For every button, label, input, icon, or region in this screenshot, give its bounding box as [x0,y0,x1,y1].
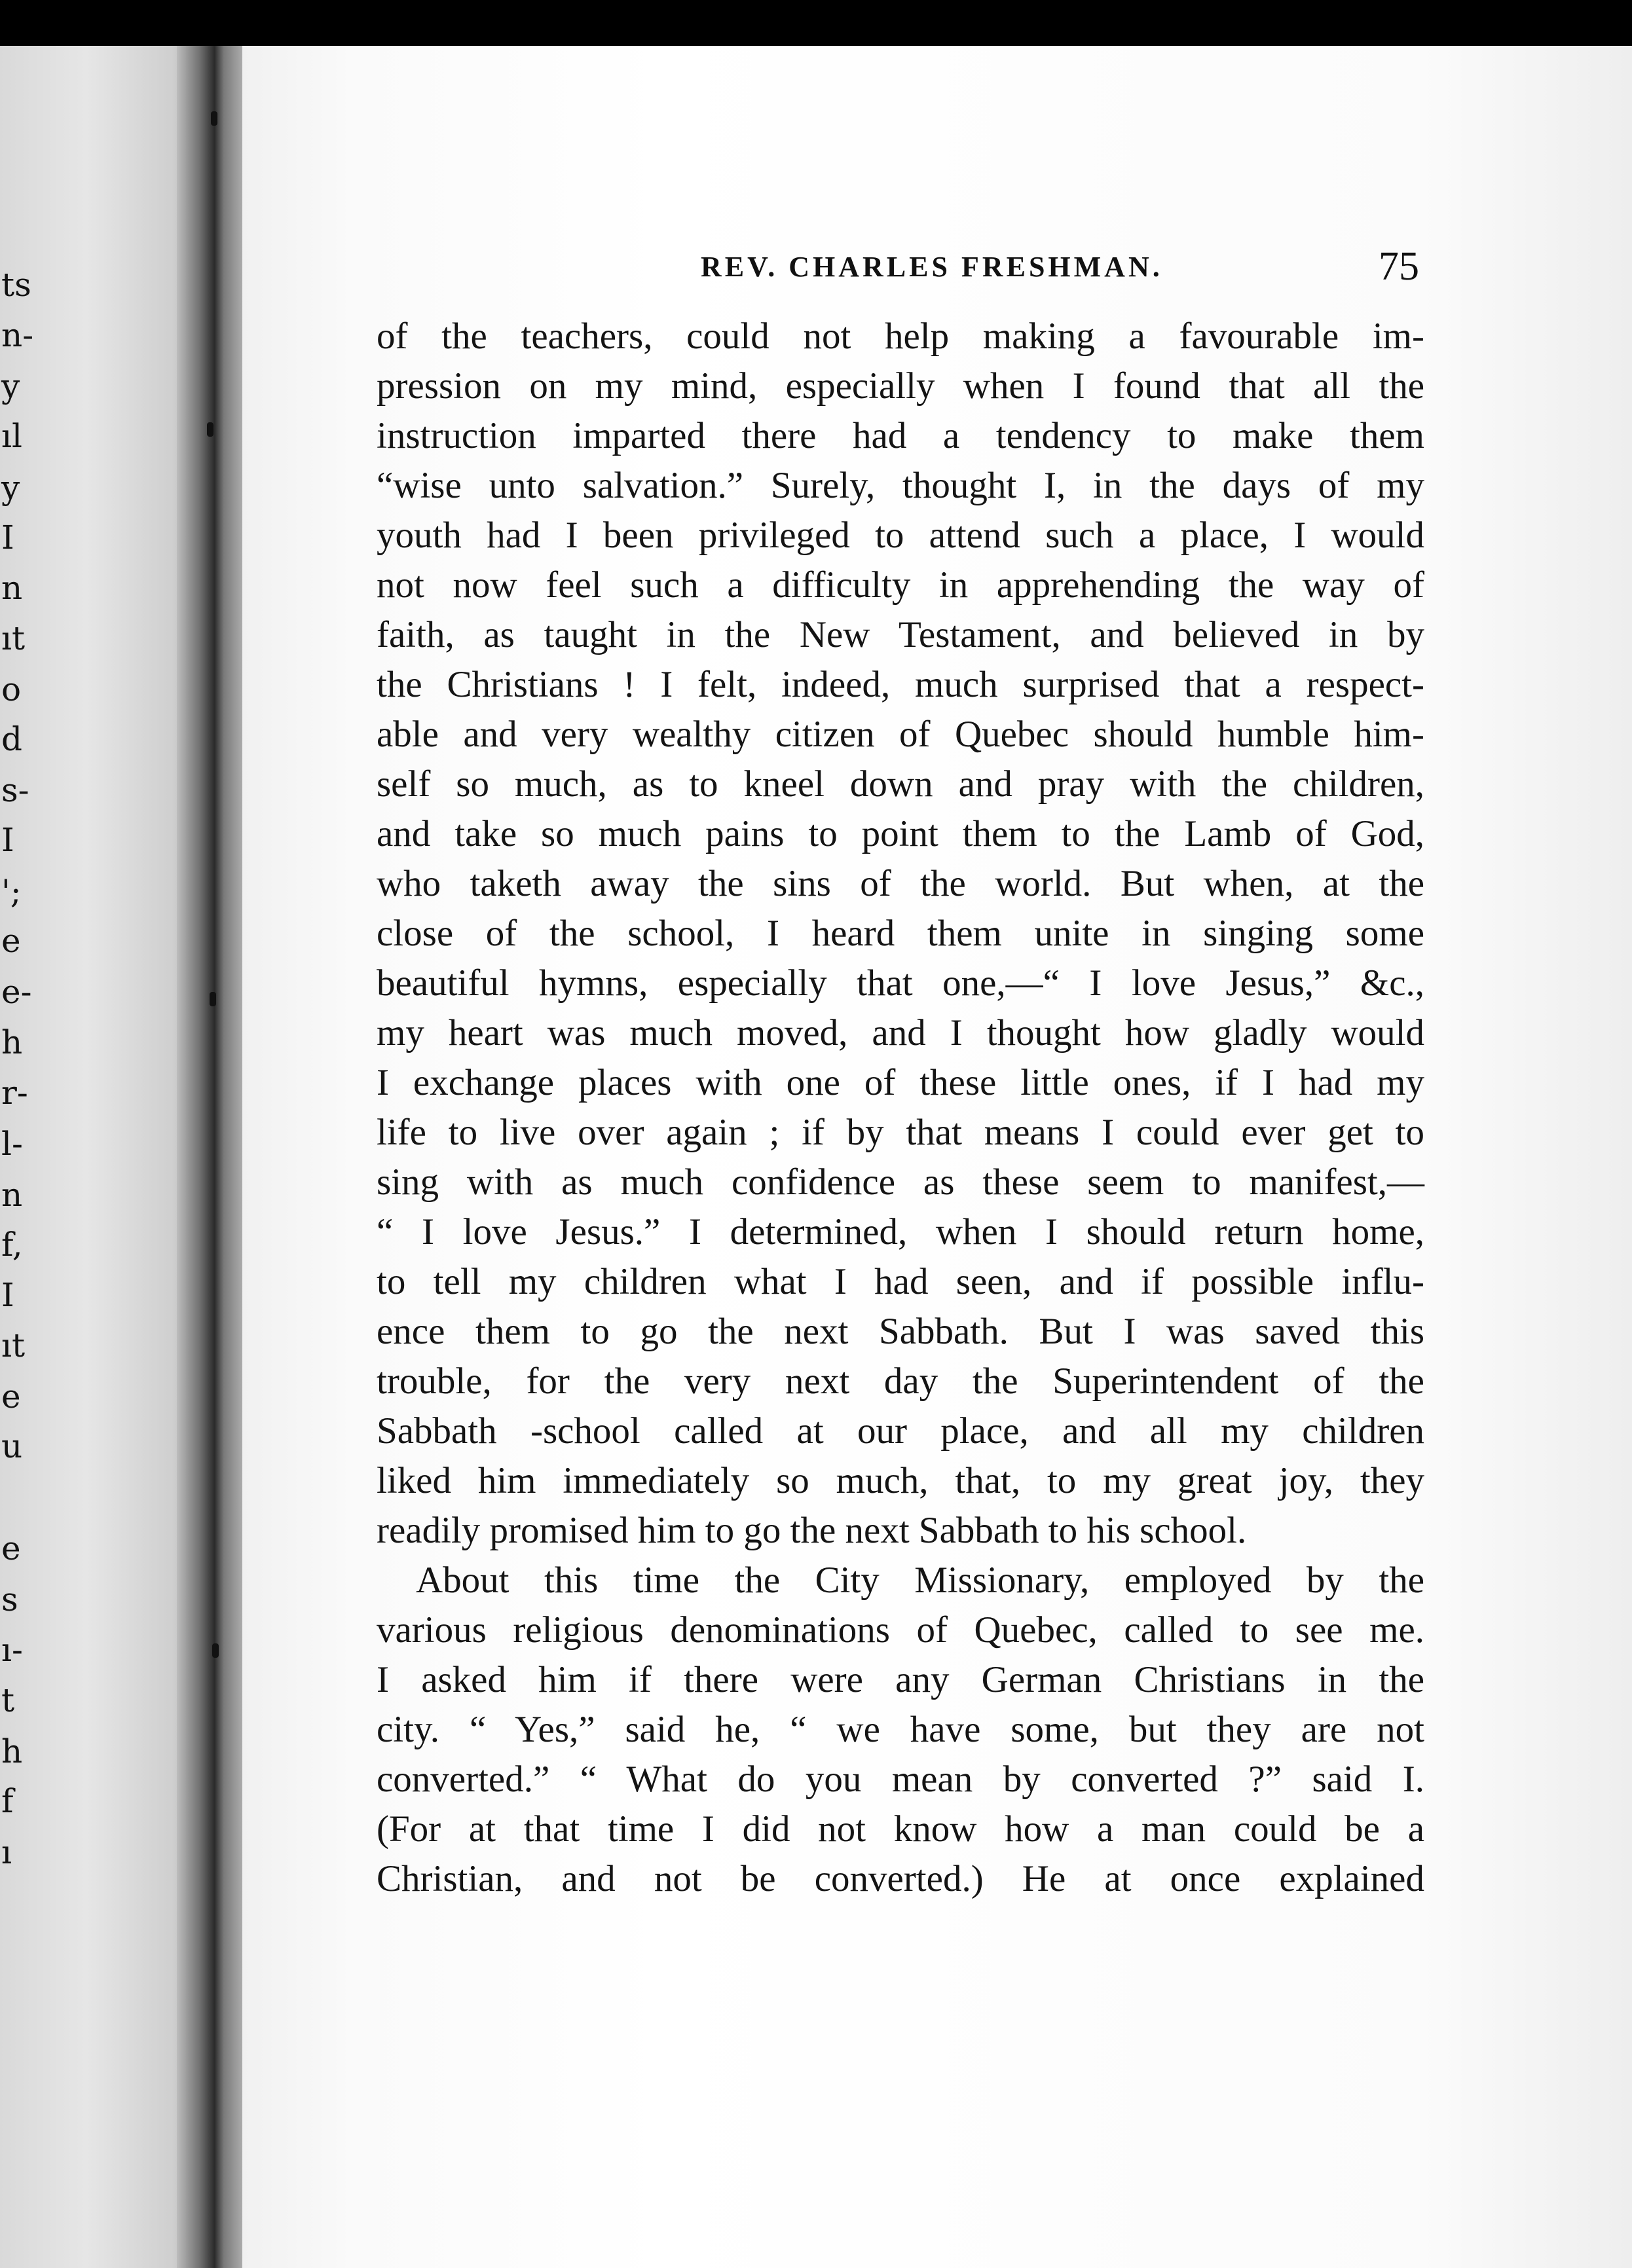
text-line: trouble, for the very next day the Superintendent of the [377,1361,1424,1402]
facing-page-fragment: ıt [1,619,26,657]
facing-page-fragment: h [1,1732,23,1770]
text-line: sing with as much confidence as these seem to manifest,— [377,1161,1424,1203]
facing-page-fragment: f [1,1782,14,1820]
text-line: Sabbath -school called at our place, and all my children [377,1410,1424,1452]
facing-page-fragment: I [1,821,14,859]
text-line: ence them to go the next Sabbath. But I was saved this [377,1311,1424,1352]
text-line: instruction imparted there had a tendency to make them [377,415,1424,456]
facing-page-fragment: e- [1,973,32,1011]
text-line: life to live over again ; if by that means I could ever get to [377,1112,1424,1153]
text-line: my heart was much moved, and I thought how gladly would [377,1012,1424,1053]
text-line: youth had I been privileged to attend such a place, I would [377,515,1424,556]
facing-page-fragment: h [1,1023,23,1061]
facing-page-fragment: e [1,1378,21,1416]
text-line: About this time the City Missionary, employed by the [416,1560,1424,1601]
text-line: to tell my children what I had seen, and if possible influ- [377,1261,1424,1302]
text-line: readily promised him to go the next Sabbath to his school. [377,1510,1247,1551]
text-line: city. “ Yes,” said he, “ we have some, but they are not [377,1709,1424,1750]
text-line: self so much, as to kneel down and pray with the children, [377,763,1424,805]
text-line: Christian, and not be converted.) He at once explained [377,1858,1424,1899]
binding-mark [207,422,213,437]
text-line: close of the school, I heard them unite in singing some [377,913,1424,954]
text-line: of the teachers, could not help making a favourable im- [377,316,1424,357]
binding-mark [211,111,217,126]
text-line: the Christians ! I felt, indeed, much surprised that a respect- [377,664,1424,705]
facing-page-fragment: '; [1,873,22,911]
facing-page-fragment: e [1,1529,21,1567]
running-head: REV. CHARLES FRESHMAN. [701,251,1163,283]
facing-page-fragment: s [1,1581,18,1619]
facing-page-fragment: u [1,1427,23,1465]
text-line: “wise unto salvation.” Surely, thought I, in the days of my [377,465,1424,506]
facing-page-fragment: n- [1,316,34,354]
text-line: I exchange places with one of these little ones, if I had my [377,1062,1424,1103]
text-line: not now feel such a difficulty in apprehending the way of [377,564,1424,606]
text-line: “ I love Jesus.” I determined, when I should return home, [377,1211,1424,1253]
text-line: liked him immediately so much, that, to my great joy, they [377,1460,1424,1501]
facing-page-fragment: y [1,367,20,405]
binding-mark [212,1643,219,1658]
facing-page-fragment: f, [1,1226,23,1264]
facing-page-fragment: ts [1,266,31,304]
text-line: faith, as taught in the New Testament, and believed in by [377,614,1424,655]
facing-page-fragment: I [1,1276,14,1314]
facing-page-fragment: y [1,469,20,507]
facing-page-fragment: o [1,670,22,708]
facing-page-fragment: l- [1,1125,23,1163]
facing-page-fragment: n [1,569,23,607]
facing-page-fragment: ıt [1,1326,26,1364]
text-line: able and very wealthy citizen of Quebec should humble him- [377,714,1424,755]
page-number: 75 [1379,244,1419,289]
facing-page-fragment: s- [1,771,29,809]
facing-page-fragment: n [1,1176,23,1214]
facing-page-fragment: I [1,519,14,557]
facing-page-fragment: r- [1,1074,28,1112]
facing-page-fragment: ı [1,1833,12,1871]
text-line: (For at that time I did not know how a man could be a [377,1808,1424,1850]
text-line: beautiful hymns, especially that one,—“ I love Jesus,” &c., [377,962,1424,1004]
facing-page-fragment: d [1,720,23,758]
text-line: I asked him if there were any German Christians in the [377,1659,1424,1700]
text-line: who taketh away the sins of the world. But when, at the [377,863,1424,904]
facing-page-fragment: e [1,922,21,960]
text-line: various religious denominations of Quebec, called to see me. [377,1609,1424,1651]
text-line: pression on my mind, especially when I found that all the [377,365,1424,407]
binding-mark [210,992,216,1006]
facing-page-fragment: ı- [1,1631,23,1669]
text-line: converted.” “ What do you mean by converted ?” said I. [377,1759,1424,1800]
facing-page-fragment: ıl [1,417,22,455]
text-line: and take so much pains to point them to the Lamb of God, [377,813,1424,854]
facing-page-fragment: t [1,1681,15,1719]
